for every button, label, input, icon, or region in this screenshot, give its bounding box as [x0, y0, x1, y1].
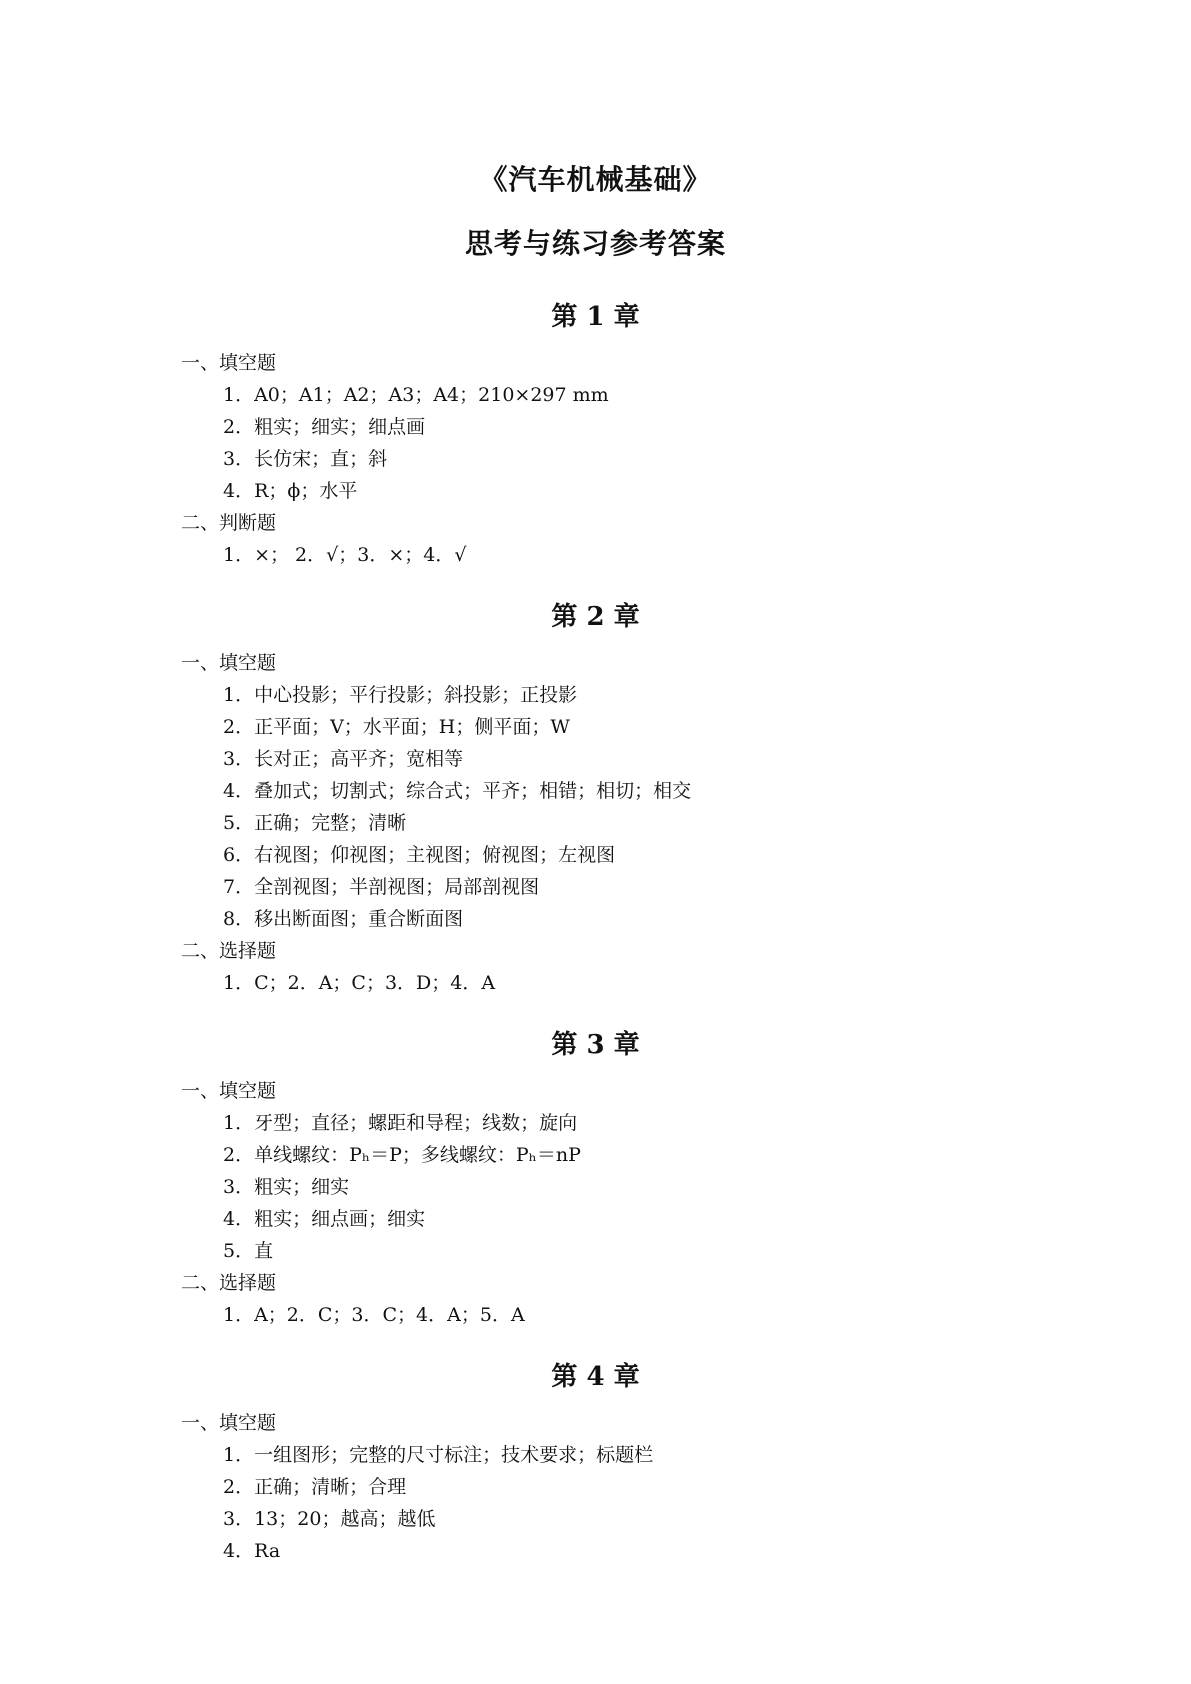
ch1-answer-2: 2．粗实；细实；细点画: [223, 416, 426, 438]
ch4-answer-2: 2．正确；清晰；合理: [223, 1476, 407, 1498]
ch2-answer-5: 5．正确；完整；清晰: [223, 812, 407, 834]
ch2-answer-7: 7．全剖视图；半剖视图；局部剖视图: [223, 876, 540, 898]
ch1-tf-answers: 1．×； 2．√；3．×；4．√: [223, 544, 467, 566]
ch2-section-multiple-choice: 二、选择题: [181, 940, 277, 962]
ch2-answer-8: 8．移出断面图；重合断面图: [223, 908, 464, 930]
ch2-answer-2: 2．正平面；V；水平面；H；侧平面；W: [223, 716, 570, 738]
ch3-answer-4: 4．粗实；细点画；细实: [223, 1208, 426, 1230]
ch3-answer-5: 5．直: [223, 1240, 274, 1262]
ch3-mc-answers: 1．A；2．C；3．C；4．A；5．A: [223, 1304, 525, 1326]
ch2-answer-1: 1．中心投影；平行投影；斜投影；正投影: [223, 684, 578, 706]
ch4-answer-1: 1．一组图形；完整的尺寸标注；技术要求；标题栏: [223, 1444, 654, 1466]
ch2-section-fill-blank: 一、填空题: [181, 652, 277, 674]
ch2-answer-4: 4．叠加式；切割式；综合式；平齐；相错；相切；相交: [223, 780, 692, 802]
chapter-2-heading: 第 2 章: [551, 602, 640, 632]
ch2-answer-3: 3．长对正；高平齐；宽相等: [223, 748, 464, 770]
ch1-answer-4: 4．R；ϕ；水平: [223, 480, 358, 502]
ch3-section-multiple-choice: 二、选择题: [181, 1272, 277, 1294]
ch1-answer-1: 1．A0；A1；A2；A3；A4；210×297 mm: [223, 384, 609, 406]
ch1-section-fill-blank: 一、填空题: [181, 352, 277, 374]
chapter-1-heading: 第 1 章: [551, 302, 640, 332]
ch4-answer-4: 4．Ra: [223, 1540, 281, 1562]
subtitle: 思考与练习参考答案: [464, 227, 726, 260]
ch3-answer-2: 2．单线螺纹：Pₕ＝P；多线螺纹：Pₕ＝nP: [223, 1144, 581, 1166]
ch1-answer-3: 3．长仿宋；直；斜: [223, 448, 388, 470]
ch4-answer-3: 3．13；20；越高；越低: [223, 1508, 436, 1530]
ch3-answer-1: 1．牙型；直径；螺距和导程；线数；旋向: [223, 1112, 578, 1134]
ch4-section-fill-blank: 一、填空题: [181, 1412, 277, 1434]
ch2-mc-answers: 1．C；2．A；C；3．D；4．A: [223, 972, 496, 994]
chapter-3-heading: 第 3 章: [551, 1030, 640, 1060]
ch3-section-fill-blank: 一、填空题: [181, 1080, 277, 1102]
ch3-answer-3: 3．粗实；细实: [223, 1176, 350, 1198]
book-title: 《汽车机械基础》: [479, 163, 712, 196]
ch1-section-true-false: 二、判断题: [181, 512, 277, 534]
chapter-4-heading: 第 4 章: [551, 1362, 640, 1392]
ch2-answer-6: 6．右视图；仰视图；主视图；俯视图；左视图: [223, 844, 616, 866]
